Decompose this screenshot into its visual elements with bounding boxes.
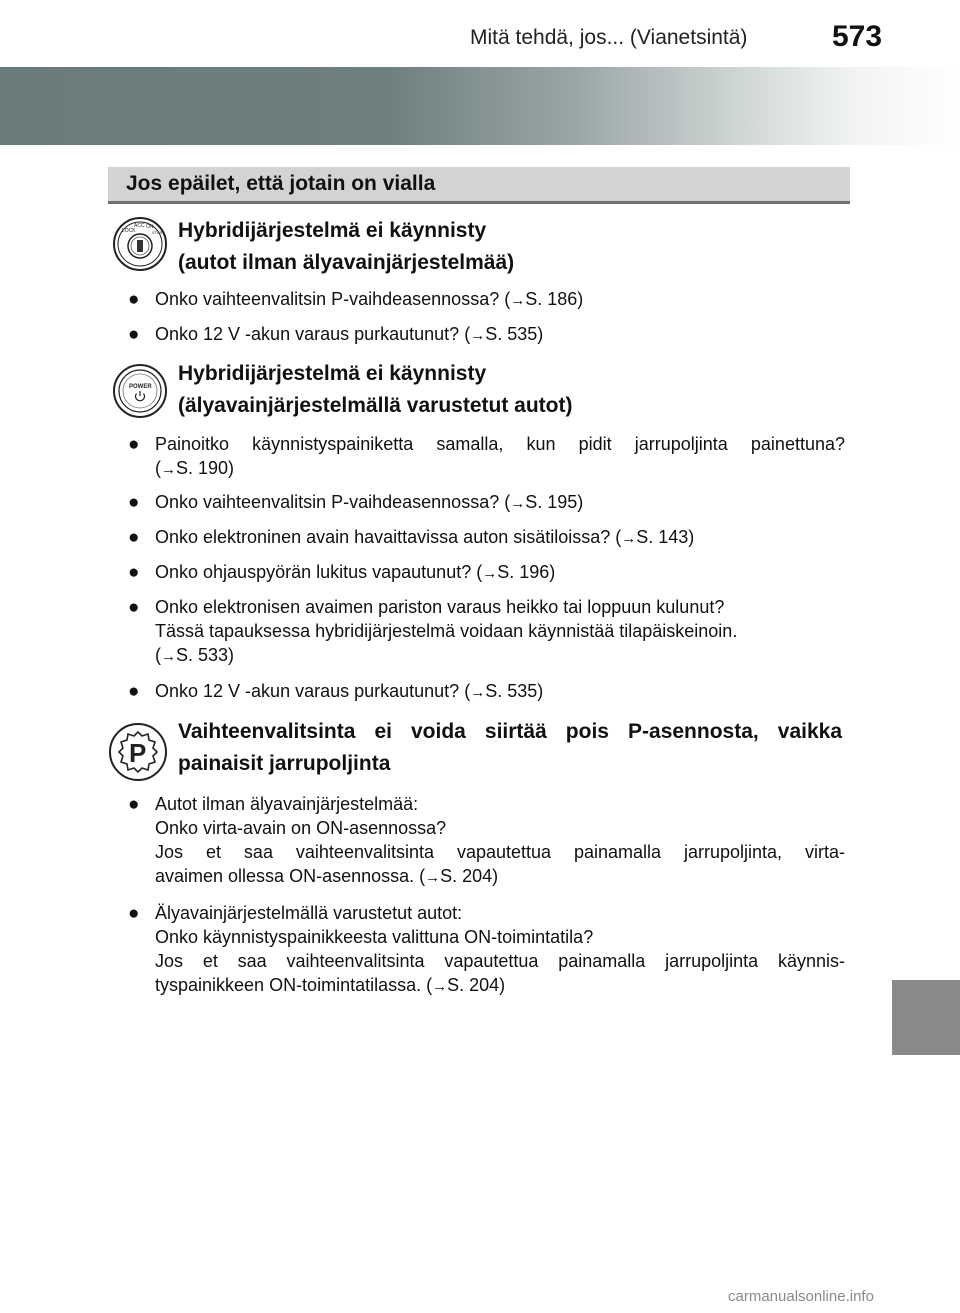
section-title: Jos epäilet, että jotain on vialla <box>126 172 436 195</box>
item-text: Onko vaihteenvalitsin P-vaihdeasennossa? ( <box>155 492 511 512</box>
watermark: carmanualsonline.info <box>728 1288 874 1305</box>
ignition-label-start: START <box>152 230 165 235</box>
subheading-3-line1: Vaihteenvalitsinta ei voida siirtää pois P-asennosta, vaikka <box>178 720 842 743</box>
subheading-1-line1: Hybridijärjestelmä ei käynnisty <box>178 219 487 242</box>
list-item <box>128 901 845 999</box>
bullet-icon: ● <box>128 492 140 513</box>
item-text: Jos et saa vaihteenvalitsinta vapautettua painamalla jarrupoljinta käynnis- <box>155 951 845 971</box>
bullet-icon: ● <box>128 903 140 924</box>
bullet-icon: ● <box>128 794 140 815</box>
bullet-icon: ● <box>128 324 140 345</box>
item-text: ( <box>155 645 161 665</box>
ignition-label-lock: LOCK <box>122 228 136 234</box>
item-text: Onko vaihteenvalitsin P-vaihdeasennossa? ( <box>155 289 511 309</box>
list-item <box>128 322 845 348</box>
item-text: avaimen ollessa ON-asennossa. ( <box>155 866 426 886</box>
power-label: POWER <box>129 384 152 390</box>
item-text: Tässä tapauksessa hybridijärjestelmä voidaan käynnistää tilapäiskeinoin. <box>155 621 738 641</box>
bullet-icon: ● <box>128 434 140 455</box>
subheading-2 <box>178 358 572 422</box>
arrow-icon: → <box>432 978 448 995</box>
list-item <box>128 560 845 586</box>
list-item <box>128 595 845 669</box>
arrow-icon: → <box>425 869 441 886</box>
ignition-label-acc: ACC <box>134 223 145 229</box>
bullet-icon: ● <box>128 681 140 702</box>
item-text: Älyavainjärjestelmällä varustetut autot: <box>155 903 463 923</box>
list-item <box>128 432 845 482</box>
arrow-icon: → <box>510 292 526 309</box>
subheading-3-line2: painaisit jarrupoljinta <box>178 752 391 775</box>
item-text: Onko elektronisen avaimen pariston varaus heikko tai loppuun kulunut? <box>155 597 725 617</box>
arrow-icon: → <box>482 565 498 582</box>
ignition-label-on: ON <box>146 224 154 230</box>
bullet-icon: ● <box>128 562 140 583</box>
chapter-tab <box>892 980 960 1055</box>
park-letter: P <box>129 738 147 768</box>
arrow-icon: → <box>510 495 526 512</box>
item-text: Jos et saa vaihteenvalitsinta vapautettua painamalla jarrupoljinta, virta- <box>155 842 845 862</box>
power-button-icon <box>112 363 168 419</box>
list-item <box>128 792 845 890</box>
page-ref: S. 195) <box>525 492 584 512</box>
item-text: Onko ohjauspyörän lukitus vapautunut? ( <box>155 562 483 582</box>
list-item <box>128 287 845 313</box>
park-gear-icon <box>108 720 168 784</box>
arrow-icon: → <box>621 530 637 547</box>
ignition-switch-icon <box>112 212 168 276</box>
list-item <box>128 490 845 516</box>
arrow-icon: → <box>161 461 176 478</box>
page-ref: S. 190) <box>176 458 235 478</box>
page-ref: S. 186) <box>525 289 584 309</box>
header-title: Mitä tehdä, jos... (Vianetsintä) <box>470 26 748 49</box>
page-number: 573 <box>832 20 883 53</box>
bullet-icon: ● <box>128 289 140 310</box>
subheading-1-line2: (autot ilman älyavainjärjestelmää) <box>178 251 515 274</box>
bullet-icon: ● <box>128 527 140 548</box>
page-ref: S. 204) <box>440 866 499 886</box>
arrow-icon: → <box>161 648 176 665</box>
arrow-icon: → <box>470 684 486 701</box>
item-text: Onko 12 V -akun varaus purkautunut? ( <box>155 681 471 701</box>
list-item <box>128 679 845 705</box>
arrow-icon: → <box>470 327 486 344</box>
list-item <box>128 525 845 551</box>
item-text: Onko virta-avain on ON-asennossa? <box>155 818 447 838</box>
page-ref: S. 204) <box>447 975 506 995</box>
subheading-1 <box>178 215 514 279</box>
section-title-box <box>108 167 850 204</box>
subheading-2-line2: (älyavainjärjestelmällä varustetut autot) <box>178 394 573 417</box>
item-text: Onko käynnistyspainikkeesta valittuna ON-toimintatila? <box>155 927 594 947</box>
subheading-3 <box>178 716 842 780</box>
page-ref: S. 535) <box>485 324 544 344</box>
header-band <box>0 67 960 145</box>
subheading-2-line1: Hybridijärjestelmä ei käynnisty <box>178 362 487 385</box>
item-text: Painoitko käynnistyspainiketta samalla, kun pidit jarrupoljinta painettuna? <box>155 434 845 454</box>
item-text: Onko 12 V -akun varaus purkautunut? ( <box>155 324 471 344</box>
item-text: Onko elektroninen avain havaittavissa auton sisätiloissa? ( <box>155 527 622 547</box>
page-ref: S. 535) <box>485 681 544 701</box>
item-text: tyspainikkeen ON-toimintatilassa. ( <box>155 975 433 995</box>
page-ref: S. 196) <box>497 562 556 582</box>
page-ref: S. 533) <box>176 645 235 665</box>
item-text: Autot ilman älyavainjärjestelmää: <box>155 794 419 814</box>
bullet-icon: ● <box>128 597 140 618</box>
page-ref: S. 143) <box>636 527 695 547</box>
item-text: ( <box>155 458 161 478</box>
